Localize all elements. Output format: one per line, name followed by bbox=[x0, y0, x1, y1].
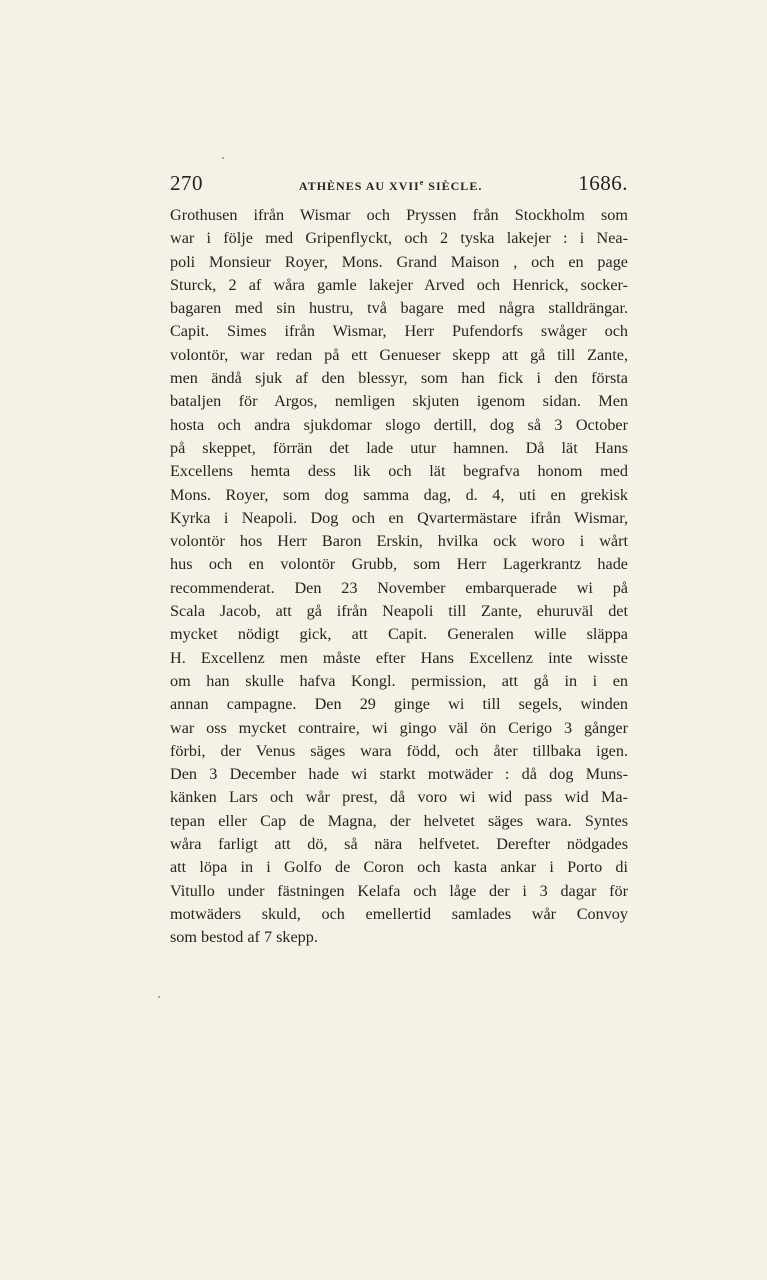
text-line: mycket nödigt gick, att Capit. Generalen wille släppa bbox=[170, 625, 628, 644]
text-line: hosta och andra sjukdomar slogo dertill, dog så 3 October bbox=[170, 415, 628, 434]
running-title-superscript: e bbox=[419, 178, 425, 187]
text-line: att löpa in i Golfo de Coron och kasta ankar i Porto di bbox=[170, 858, 628, 877]
running-title bbox=[299, 178, 482, 194]
running-title-main: ATHÈNES AU XVII bbox=[298, 179, 420, 193]
text-line: Den 3 December hade wi starkt motwäder : då dog Muns- bbox=[170, 765, 628, 784]
text-line: H. Excellenz men måste efter Hans Excellenz inte wisste bbox=[170, 648, 628, 667]
text-line: men ändå sjuk af den blessyr, som han fick i den första bbox=[170, 369, 628, 388]
text-line: war i följe med Gripenflyckt, och 2 tyska lakejer : i Nea- bbox=[170, 229, 628, 248]
text-line: volontör hos Herr Baron Erskin, hvilka ock woro i wårt bbox=[170, 532, 628, 551]
text-line: Capit. Simes ifrån Wismar, Herr Pufendorfs swåger och bbox=[170, 322, 628, 341]
text-line: annan campagne. Den 29 ginge wi till segels, winden bbox=[170, 695, 628, 714]
page-year: 1686. bbox=[578, 171, 628, 195]
text-line: tepan eller Cap de Magna, der helvetet säges wara. Syntes bbox=[170, 811, 628, 830]
text-line: Mons. Royer, som dog samma dag, d. 4, uti en grekisk bbox=[170, 485, 628, 504]
text-line: känken Lars och wår prest, då voro wi wid pass wid Ma- bbox=[170, 788, 628, 807]
paper-speck bbox=[222, 157, 224, 159]
text-line: war oss mycket contraire, wi gingo väl ön Cerigo 3 gånger bbox=[170, 718, 628, 737]
text-line: Grothusen ifrån Wismar och Pryssen från Stockholm som bbox=[170, 206, 628, 224]
text-line: motwäders skuld, och emellertid samlades wår Convoy bbox=[170, 904, 628, 923]
text-line: bagaren med sin hustru, två bagare med några stalldrängar. bbox=[170, 299, 628, 318]
text-line: Kyrka i Neapoli. Dog och en Qvartermästare ifrån Wismar, bbox=[170, 508, 628, 527]
text-line: om han skulle hafva Kongl. permission, att gå in i en bbox=[170, 671, 628, 690]
paper-speck bbox=[158, 996, 160, 998]
running-title-end: SIÈCLE. bbox=[424, 179, 483, 193]
text-line: wåra farligt att dö, så nära helfvetet. Derefter nödgades bbox=[170, 835, 628, 854]
page-number: 270 bbox=[170, 171, 203, 195]
text-line: volontör, war redan på ett Genueser skepp att gå till Zante, bbox=[170, 345, 628, 364]
text-line: poli Monsieur Royer, Mons. Grand Maison , och en page bbox=[170, 252, 628, 271]
text-line: bataljen för Argos, nemligen skjuten igenom sidan. Men bbox=[170, 392, 628, 411]
text-line: som bestod af 7 skepp. bbox=[170, 928, 318, 947]
text-line: recommenderat. Den 23 November embarquerade wi på bbox=[170, 578, 628, 597]
text-line: Sturck, 2 af wåra gamle lakejer Arved och Henrick, socker- bbox=[170, 275, 628, 294]
text-line: på skeppet, förrän det lade utur hamnen. Då lät Hans bbox=[170, 438, 628, 457]
body-text bbox=[170, 204, 628, 950]
text-line: förbi, der Venus säges wara född, och åter tillbaka igen. bbox=[170, 741, 628, 760]
text-line: Excellens hemta dess lik och lät begrafva honom med bbox=[170, 462, 628, 481]
text-line: hus och en volontör Grubb, som Herr Lagerkrantz hade bbox=[170, 555, 628, 574]
text-line: Vitullo under fästningen Kelafa och låge der i 3 dagar för bbox=[170, 881, 628, 900]
text-line: Scala Jacob, att gå ifrån Neapoli till Zante, ehuruväl det bbox=[170, 602, 628, 621]
page-header bbox=[170, 171, 628, 197]
